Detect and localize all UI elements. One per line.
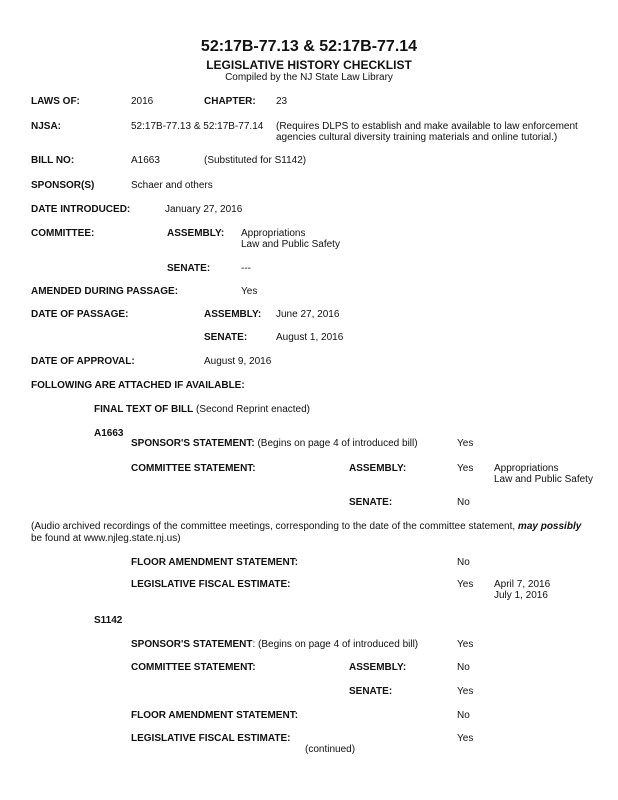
- date-introduced-value: January 27, 2016: [165, 204, 243, 215]
- a1663-floor-label: FLOOR AMENDMENT STATEMENT:: [131, 557, 299, 568]
- a1663-senate-value: No: [457, 497, 470, 508]
- page-title: 52:17B-77.13 & 52:17B-77.14: [200, 38, 418, 55]
- attached-header: FOLLOWING ARE ATTACHED IF AVAILABLE:: [31, 380, 245, 391]
- a1663-fiscal-value: Yes: [457, 579, 474, 590]
- a1663-sponsor-label: SPONSOR'S STATEMENT:: [131, 438, 255, 449]
- page-subtitle: LEGISLATIVE HISTORY CHECKLIST: [206, 58, 412, 72]
- final-text-row: [94, 404, 310, 416]
- committee-label: COMMITTEE:: [31, 228, 95, 239]
- committee-assembly-line2: Law and Public Safety: [241, 239, 340, 250]
- date-of-passage-label: DATE OF PASSAGE:: [31, 309, 129, 320]
- date-of-approval-label: DATE OF APPROVAL:: [31, 356, 135, 367]
- s1142-fiscal-value: Yes: [457, 733, 474, 744]
- njsa-description-line1: (Requires DLPS to establish and make available to law enforcement: [276, 121, 578, 132]
- bill-substituted-note: (Substituted for S1142): [204, 155, 307, 166]
- njsa-value: 52:17B-77.13 & 52:17B-77.14: [131, 121, 264, 132]
- compiled-by: Compiled by the NJ State Law Library: [225, 72, 393, 83]
- sponsor-label: SPONSOR(S): [31, 180, 95, 191]
- s1142-sponsor-note: : (Begins on page 4 of introduced bill): [252, 639, 419, 650]
- audio-note-part1: (Audio archived recordings of the committee meetings, corresponding to the date of the committee statement,: [31, 521, 518, 532]
- s1142-fiscal-label: LEGISLATIVE FISCAL ESTIMATE:: [131, 733, 291, 744]
- a1663-fiscal-label: LEGISLATIVE FISCAL ESTIMATE:: [131, 579, 291, 590]
- passage-assembly-value: June 27, 2016: [276, 309, 340, 320]
- a1663-floor-value: No: [457, 557, 470, 568]
- a1663-sponsor-value: Yes: [457, 438, 474, 449]
- s1142-sponsor-row: [131, 639, 418, 651]
- bill-no-value: A1663: [131, 155, 160, 166]
- s1142-floor-value: No: [457, 710, 470, 721]
- s1142-senate-label: SENATE:: [349, 686, 393, 697]
- audio-note-emphasis: may possibly: [517, 521, 582, 532]
- laws-of-label: LAWS OF:: [31, 96, 80, 107]
- amended-label: AMENDED DURING PASSAGE:: [31, 286, 179, 297]
- passage-senate-label: SENATE:: [204, 332, 248, 343]
- chapter-label: CHAPTER:: [204, 96, 256, 107]
- a1663-assembly-value: Yes: [457, 463, 474, 474]
- committee-senate-label: SENATE:: [167, 263, 211, 274]
- continued-note: (continued): [305, 744, 356, 755]
- a1663-heading: A1663: [94, 428, 124, 439]
- s1142-senate-value: Yes: [457, 686, 474, 697]
- committee-assembly-line1: Appropriations: [241, 228, 306, 239]
- committee-assembly-label: ASSEMBLY:: [167, 228, 225, 239]
- a1663-assembly-label: ASSEMBLY:: [349, 463, 407, 474]
- a1663-assembly-committee1: Appropriations: [494, 463, 559, 474]
- njsa-description-line2: agencies cultural diversity training materials and online tutorial.): [276, 132, 558, 143]
- s1142-assembly-value: No: [457, 662, 470, 673]
- a1663-sponsor-note: (Begins on page 4 of introduced bill): [257, 438, 418, 449]
- laws-of-value: 2016: [131, 96, 154, 107]
- s1142-assembly-label: ASSEMBLY:: [349, 662, 407, 673]
- amended-value: Yes: [241, 286, 258, 297]
- a1663-committee-label: COMMITTEE STATEMENT:: [131, 463, 256, 474]
- bill-no-label: BILL NO:: [31, 155, 75, 166]
- a1663-assembly-committee2: Law and Public Safety: [494, 474, 593, 485]
- s1142-heading: S1142: [94, 615, 123, 626]
- final-text-label: FINAL TEXT OF BILL: [94, 404, 194, 415]
- njsa-label: NJSA:: [31, 121, 62, 132]
- passage-assembly-label: ASSEMBLY:: [204, 309, 262, 320]
- s1142-floor-label: FLOOR AMENDMENT STATEMENT:: [131, 710, 299, 721]
- sponsor-value: Schaer and others: [131, 180, 213, 191]
- a1663-fiscal-date2: July 1, 2016: [494, 590, 548, 601]
- date-of-approval-value: August 9, 2016: [204, 356, 272, 367]
- date-introduced-label: DATE INTRODUCED:: [31, 204, 131, 215]
- committee-senate-value: ---: [241, 263, 251, 274]
- s1142-committee-label: COMMITTEE STATEMENT:: [131, 662, 256, 673]
- chapter-value: 23: [276, 96, 288, 107]
- a1663-sponsor-row: [131, 438, 418, 450]
- audio-archive-note: [31, 521, 606, 545]
- passage-senate-value: August 1, 2016: [276, 332, 344, 343]
- s1142-sponsor-label: SPONSOR'S STATEMENT: [131, 639, 253, 650]
- a1663-senate-label: SENATE:: [349, 497, 393, 508]
- a1663-fiscal-date1: April 7, 2016: [494, 579, 551, 590]
- s1142-sponsor-value: Yes: [457, 639, 474, 650]
- final-text-note: (Second Reprint enacted): [196, 404, 311, 415]
- audio-note-part2: be found at www.njleg.state.nj.us): [31, 533, 181, 544]
